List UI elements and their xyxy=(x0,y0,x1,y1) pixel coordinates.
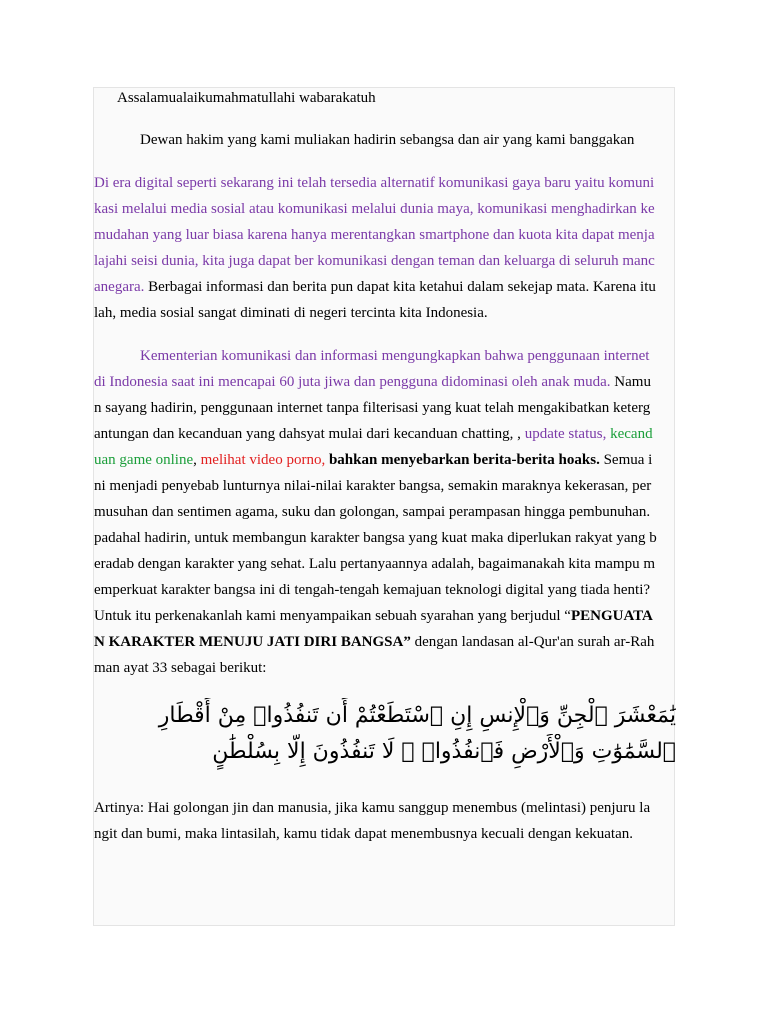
translation-paragraph xyxy=(94,795,676,847)
salutation-text: Dewan hakim yang kami muliakan hadirin sebangsa dan air yang kami banggakan xyxy=(140,132,635,148)
para1-line-5 xyxy=(94,274,676,300)
greeting-text: Assalamualaikumahmatullahi wabarakatuh xyxy=(117,90,376,106)
paragraph-2 xyxy=(94,343,676,681)
translation-line-2: ngit dan bumi, maka lintasilah, kamu tidak dapat menembusnya kecuali dengan kekuatan. xyxy=(94,826,634,842)
para2-line-5-comma: , xyxy=(193,452,201,468)
para2-line-2-highlight: di Indonesia saat ini mencapai 60 juta jiwa dan pengguna didominasi oleh anak muda. xyxy=(94,374,611,390)
para1-line-6: lah, media sosial sangat diminati di negeri tercinta kita Indonesia. xyxy=(94,305,488,321)
para2-line-9: eradab dengan karakter yang sehat. Lalu pertanyaannya adalah, bagaimanakah kita mampu m xyxy=(94,556,655,572)
para2-line-3: n sayang hadirin, penggunaan internet tanpa filterisasi yang kuat telah mengakibatkan keterg xyxy=(94,400,651,416)
para1-line-5-highlight: anegara. xyxy=(94,279,145,295)
verse-line-2: ٱلسَّمَٰوَٰتِ وَٱلْأَرْضِ فَٱنفُذُوا۟ ۚ لَا تَنفُذُونَ إِلَّا بِسُلْطَٰنٍ xyxy=(212,739,676,764)
para2-line-5-red: melihat video porno, xyxy=(200,452,326,468)
para1-line-3: mudahan yang luar biasa karena hanya merentangkan smartphone dan kuota kita dapat menja xyxy=(94,227,655,243)
para1-line-2: kasi melalui media sosial atau komunikasi melalui dunia maya, komunikasi menghadirkan ke xyxy=(94,201,655,217)
para2-line-4-green: kecand xyxy=(606,426,653,442)
paragraph-1 xyxy=(94,170,676,326)
para1-line-5-text: Berbagai informasi dan berita pun dapat kita ketahui dalam sekejap mata. Karena itu xyxy=(144,279,656,295)
para2-line-1: Kementerian komunikasi dan informasi mengungkapkan bahwa penggunaan internet xyxy=(140,348,650,364)
para2-line-6: ni menjadi penyebab lunturnya nilai-nilai karakter bangsa, semakin maraknya kekerasan, per xyxy=(94,478,652,494)
para2-line-12 xyxy=(94,629,676,655)
para2-line-5-green: uan game online xyxy=(94,452,194,468)
para2-line-4 xyxy=(94,421,676,447)
para2-line-11-text: Untuk itu perkenakanlah kami menyampaikan sebuah syarahan yang berjudul “ xyxy=(94,608,571,624)
para2-line-4-highlight: update status, xyxy=(524,426,607,442)
para2-line-5-text: Semua i xyxy=(599,452,653,468)
para2-line-11 xyxy=(94,603,676,629)
verse-line-1: يَٰمَعْشَرَ ٱلْجِنِّ وَٱلْإِنسِ إِنِ ٱسْتَطَعْتُمْ أَن تَنفُذُوا۟ مِنْ أَقْطَارِ xyxy=(158,703,676,728)
para2-line-4-text: antungan dan kecanduan yang dahsyat mulai dari kecanduan chatting, , xyxy=(94,426,525,442)
para2-line-12-text: dengan landasan al-Qur'an surah ar-Rah xyxy=(410,634,655,650)
para1-line-1: Di era digital seperti sekarang ini telah tersedia alternatif komunikasi gaya baru yaitu komuni xyxy=(94,175,655,191)
document-page xyxy=(93,87,675,926)
quran-verse xyxy=(94,698,676,770)
para2-line-13: man ayat 33 sebagai berikut: xyxy=(94,660,267,676)
para2-line-5-bold: bahkan menyebarkan berita-berita hoaks. xyxy=(328,452,600,468)
para2-line-11-bold: PENGUATA xyxy=(570,608,653,624)
para2-line-2-text: Namu xyxy=(610,374,651,390)
translation-line-1: Artinya: Hai golongan jin dan manusia, jika kamu sanggup menembus (melintasi) penjuru la xyxy=(94,800,651,816)
para2-line-8: padahal hadirin, untuk membangun karakter bangsa yang kuat maka diperlukan rakyat yang b xyxy=(94,530,657,546)
para2-line-12-bold: N KARAKTER MENUJU JATI DIRI BANGSA” xyxy=(94,634,411,650)
para2-line-10: emperkuat karakter bangsa ini di tengah-tengah kemajuan teknologi digital yang tiada henti? xyxy=(94,582,651,598)
para2-line-7: musuhan dan sentimen agama, suku dan golongan, sampai perampasan hingga pembunuhan. xyxy=(94,504,651,520)
para2-line-5 xyxy=(94,447,676,473)
para2-line-2 xyxy=(94,369,676,395)
para1-line-4: lajahi seisi dunia, kita juga dapat ber komunikasi dengan teman dan keluarga di seluruh manc xyxy=(94,253,655,269)
